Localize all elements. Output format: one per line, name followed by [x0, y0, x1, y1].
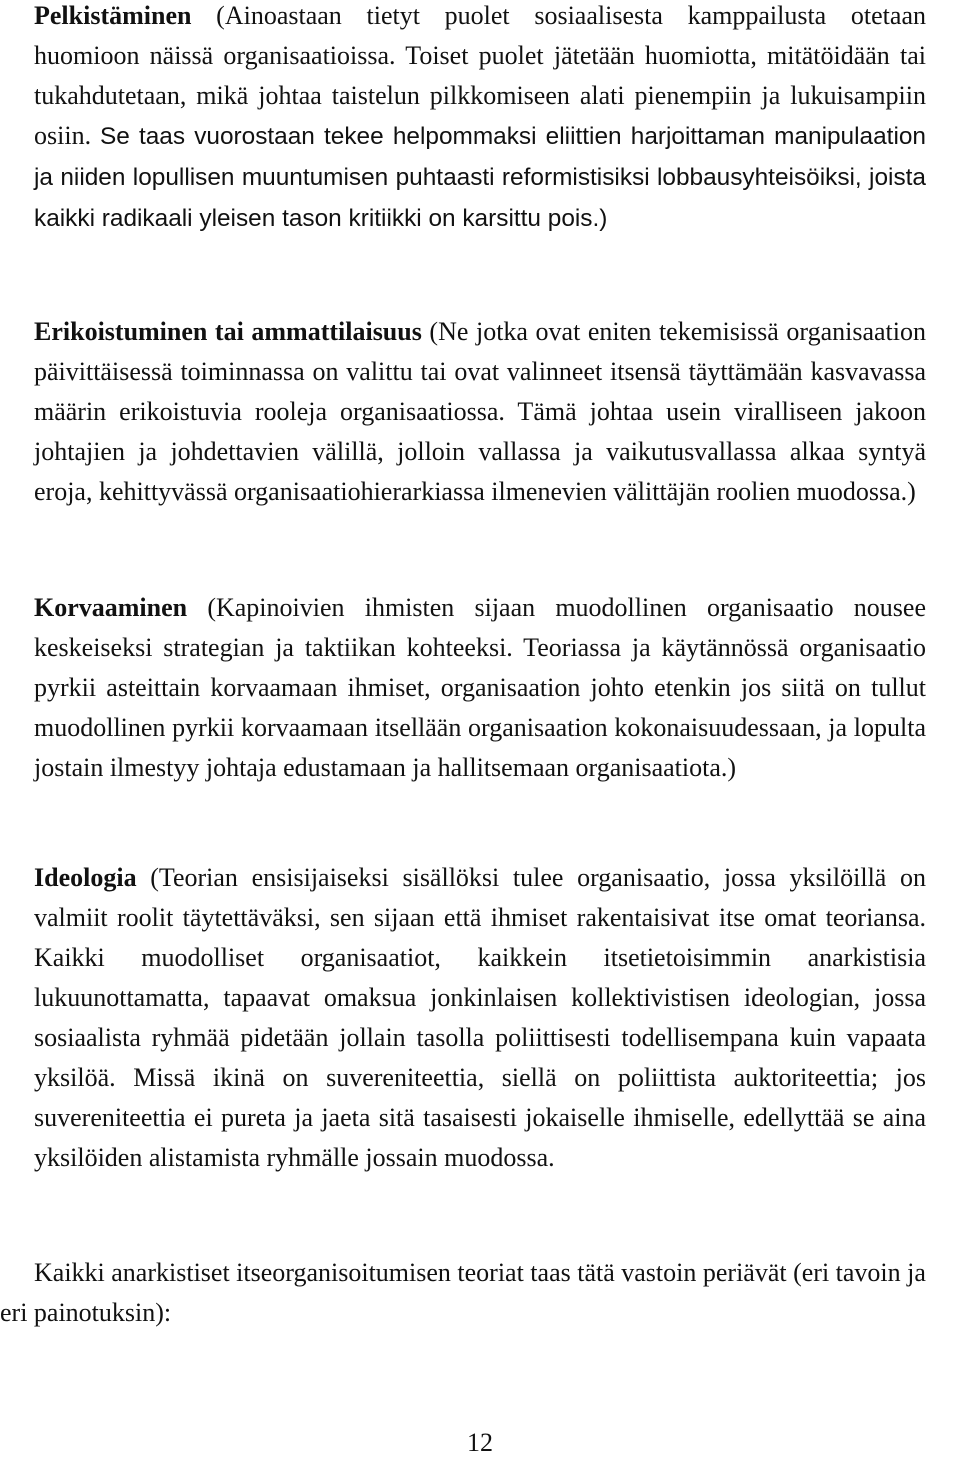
paragraph-text: (Ainoastaan tietyt puolet sosiaalisesta kamppailusta otetaan huomioon näissä organisaatioissa. Toiset puolet jätetään huomiotta, mitätöidään tai tukahdutetaan, mikä johtaa taistelun pilkkomiseen alati pienempiin ja lukuisampiin osiin.: [34, 1, 926, 150]
term-heading: Ideologia: [34, 863, 137, 892]
paragraph-pelkistaminen: [34, 0, 926, 239]
paragraph-text: Kaikki anarkistiset itseorganisoitumisen teoriat taas tätä vastoin periävät (eri tavoin ja eri painotuksin):: [0, 1258, 926, 1327]
paragraph-erikoistuminen: [34, 312, 926, 512]
paragraph-text-sans: Se taas vuorostaan tekee helpommaksi eliittien harjoittaman manipulaation ja niiden lopullisen muuntumisen puhtaasti reformistisiksi lobbausyhteisöiksi, joista kaikki radikaali yleisen tason kritiikki on karsittu pois.): [34, 123, 926, 232]
paragraph-text: (Teorian ensisijaiseksi sisällöksi tulee organisaatio, jossa yksilöillä on valmiit roolit täytettäväksi, sen sijaan että ihmiset rakentaisivat itse omat teoriansa. Kaikki muodolliset organisaatiot, kaikkein itsetietoisimmin anarkistisia lukuunottamatta, tapaavat omaksua jonkinlaisen kollektivistisen ideologian, jossa sosiaalista ryhmää pidetään jollain tasolla poliittisesti todellisempana kuin vapaata yksilöä. Missä ikinä on suvereniteettia, siellä on poliittista auktoriteettia; jos suvereniteettia ei pureta ja jaeta sitä tasaisesti jokaiselle ihmiselle, edellyttää se aina yksilöiden alistamista ryhmälle jossain muodossa.: [34, 863, 926, 1172]
page-number: 12: [467, 1428, 493, 1457]
term-heading: Korvaaminen: [34, 593, 188, 622]
paragraph-ideologia: [34, 858, 926, 1178]
term-heading: Pelkistäminen: [34, 1, 192, 30]
paragraph-korvaaminen: [34, 588, 926, 788]
paragraph-text: (Ne jotka ovat eniten tekemisissä organisaation päivittäisessä toiminnassa on valittu tai ovat valinneet itsensä täyttämään kasvavassa määrin erikoistuvia rooleja organisaatiossa. Tämä johtaa usein viralliseen jakoon johtajien ja johdettavien välillä, jolloin vallassa ja vaikutusvallassa alkaa syntyä eroja, kehittyvässä organisaatiohierarkiassa ilmenevien välittäjän roolien muodossa.): [34, 317, 926, 506]
term-heading: Erikoistuminen tai ammattilaisuus: [34, 317, 422, 346]
paragraph-text: (Kapinoivien ihmisten sijaan muodollinen organisaatio nousee keskeiseksi strategian ja taktiikan kohteeksi. Teoriassa ja käytännössä organisaatio pyrkii asteittain korvaamaan ihmiset, organisaation johto etenkin jos siitä on tullut muodollinen pyrkii korvaamaan itsellään organisaation kokonaisuudessaan, ja lopulta jostain ilmestyy johtaja edustamaan ja hallitsemaan organisaatiota.): [34, 593, 926, 782]
paragraph-conclusion: [0, 1253, 958, 1333]
